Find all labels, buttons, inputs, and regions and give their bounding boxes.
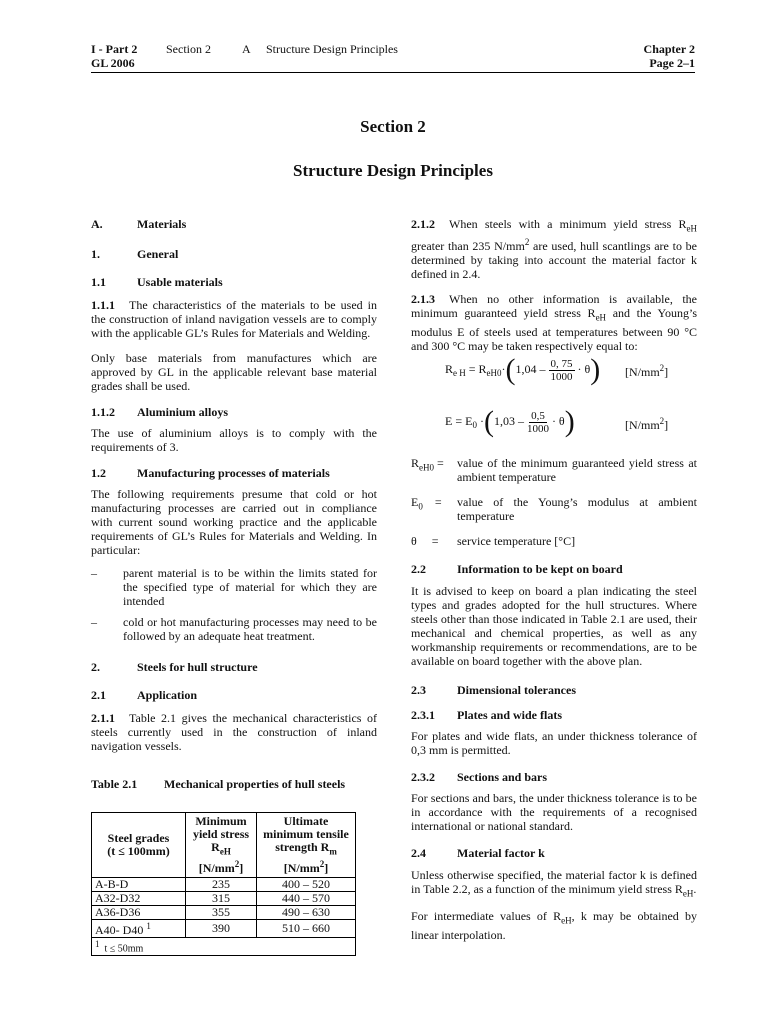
steel-table [91,812,356,956]
cell-ultimate: 440 – 570 [257,892,356,906]
list-item: – parent material is to be within the limits stated for the specified type of material for which they are intended [91,566,377,608]
header-gl: GL 2006 [91,56,135,70]
heading-2-3-2: 2.3.2 Sections and bars [411,770,548,784]
para-2-4-interp: For intermediate values of $R_{eH}$, k may be obtained by linear interpolation. [411,909,697,942]
cell-yield: 235 [186,878,257,892]
table-footnote: $^1$ t ≤ 50mm [92,938,356,956]
cell-grade: A32-D32 [92,892,186,906]
header-part: I - Part 2 [91,42,138,56]
header-yield: Minimum yield stress $R_{eH}$ $[N/mm^2]$ [186,813,257,878]
right-column-lower [411,456,697,942]
equation-e-unit: $[N/mm^2]$ [625,416,669,432]
para-2-1-2: 2.1.2 When steels with a minimum yield stress $R_{eH}$ greater than 235 $N/mm^2$ are used, hull scantlings are to be determined by taking into account the material factor k defined in 2.4. [411,217,697,282]
heading-2-4: 2.4 Material factor k [411,846,545,860]
steel-table-wrap [91,812,356,956]
equation-reh-unit: $[N/mm^2]$ [625,363,669,379]
cell-ultimate: 400 – 520 [257,878,356,892]
para-only-base: Only base materials from manufactures which are approved by GL in the applicable relevant base material grades shall be used. [91,351,377,393]
para-2-1-3: 2.1.3 When no other information is available, the minimum guaranteed yield stress $R_{eH}$ and the Young’s modulus E of steels used at temperatures between 90 °C and 300 °C may be taken respectively equal to: [411,292,698,353]
header-title: Structure Design Principles [266,42,398,56]
cell-yield: 315 [186,892,257,906]
header-chapter: Chapter 2 [643,42,695,56]
header-section: Section 2 [166,42,211,56]
table-row [92,892,356,906]
header-page: Page 2–1 [649,56,695,70]
cell-yield: 390 [186,920,257,938]
cell-grade: A36-D36 [92,906,186,920]
right-column [411,217,697,353]
header-ultimate: Ultimate minimum tensile strength $R_m$ $[N/mm^2]$ [257,813,356,878]
cell-ultimate: 490 – 630 [257,906,356,920]
heading-1: 1. General [91,247,179,261]
table-header-row [92,813,356,878]
heading-1-1: 1.1 Usable materials [91,275,223,289]
definition-reh0: $R_{eH0}$ = value of the minimum guaranteed yield stress at ambient temperature [411,456,697,484]
table-footnote-row [92,938,356,956]
header-rule [91,72,695,73]
list-item: – cold or hot manufacturing processes may need to be followed by an adequate heat treatment. [91,615,377,643]
heading-2-1: 2.1 Application [91,688,198,702]
definition-e0: $E_0$ = value of the Young’s modulus at ambient temperature [411,495,697,523]
header-steel-grades: Steel grades (t ≤ 100mm) [92,813,186,878]
heading-a: A. Materials [91,217,187,231]
definition-theta: θ = service temperature [°C] [411,534,576,548]
page-title: Structure Design Principles [293,161,493,180]
para-2-1-1: 2.1.1 Table 2.1 gives the mechanical characteristics of steels currently used in the construction of inland navigation vessels. [91,711,377,753]
table-row [92,906,356,920]
table-row [92,878,356,892]
para-1-1-1: 1.1.1 The characteristics of the materials to be used in the construction of inland navigation vessels are to comply with the applicable GL’s Rules for Materials and Welding. [91,298,377,340]
table-caption: Table 2.1 Mechanical properties of hull steels [91,777,346,791]
heading-2-3: 2.3 Dimensional tolerances [411,683,576,697]
para-2-2: It is advised to keep on board a plan indicating the steel types and grades adopted for the hull structures. Where steels other than those indicated in Table 2.1 are used, their mechanical and chemical properties, as well as any workmanship requirements or recommendations, are to be available on board together with the above plan. [411,584,697,668]
para-2-3-1: For plates and wide flats, an under thickness tolerance of 0,3 mm is permitted. [411,729,697,757]
para-2-4: Unless otherwise specified, the material factor k is defined in Table 2.2, as a function of the minimum yield stress $R_{eH}$. [411,868,697,899]
section-heading: Section 2 [360,117,426,136]
cell-ultimate: 510 – 660 [257,920,356,938]
equation-e: $E = E_0 \cdot(1,03$ – $\frac{0,5}{1000}$ · θ) [445,405,575,438]
para-2-3-2: For sections and bars, the under thickness tolerance is to be in accordance with the requirements of a recognised international or national standard. [411,791,697,833]
cell-yield: 355 [186,906,257,920]
heading-2: 2. Steels for hull structure [91,660,258,674]
para-1-1-2: The use of aluminium alloys is to comply with the requirements of 3. [91,426,377,454]
heading-2-2: 2.2 Information to be kept on board [411,562,623,576]
cell-grade: A40- D40 $^1$ [92,920,186,938]
heading-1-1-2: 1.1.2 Aluminium alloys [91,405,229,419]
para-1-2: The following requirements presume that cold or hot manufacturing processes are carried out in compliance with current sound working practice and the applicable requirements of GL’s Rules for Materials and Welding. In particular: [91,487,377,557]
left-column [91,217,377,791]
equation-reh: $R_{e H} = R_{eH0}\cdot(1,04$ – $\frac{0, 75}{1000}$ · θ) [445,353,601,386]
table-row [92,920,356,938]
heading-2-3-1: 2.3.1 Plates and wide flats [411,708,562,722]
heading-1-2: 1.2 Manufacturing processes of materials [91,466,330,480]
cell-grade: A-B-D [92,878,186,892]
header-letter: A [242,42,251,56]
